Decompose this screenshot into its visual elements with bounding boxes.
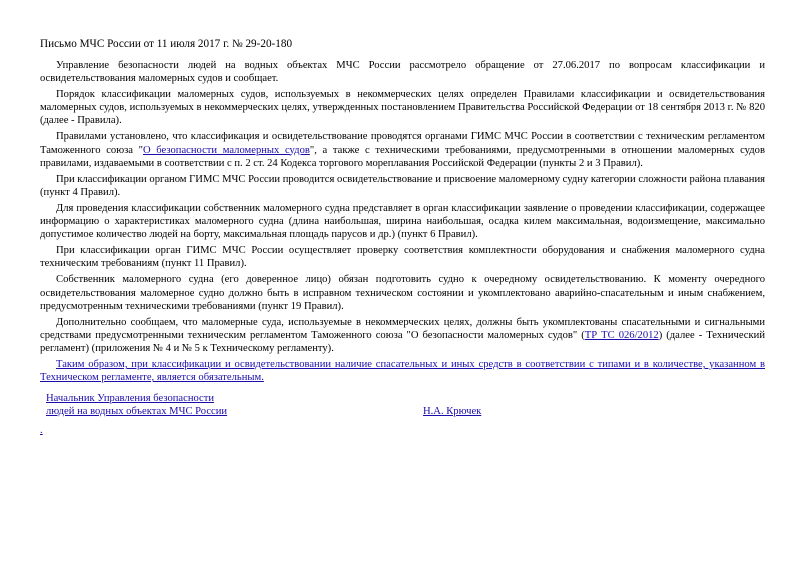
paragraph-3-before: Правилами установлено, что классификация и освидетельствование проводятся органами ГИМС МЧС России в соответствии с техническим регламентом Таможенного союза " xyxy=(40,131,765,156)
footer-mark[interactable]: . xyxy=(40,425,43,436)
paragraph-3 xyxy=(40,130,765,169)
signature-position-line1[interactable]: Начальник Управления безопасности xyxy=(46,393,215,404)
signature-position-line2[interactable]: людей на водных объектах МЧС России xyxy=(46,406,228,417)
document-title: Письмо МЧС России от 11 июля 2017 г. № 29-20-180 xyxy=(40,38,293,50)
paragraph-8-after: ) (далее - Технический регламент) (приложения № 4 и № 5 к Техническому регламенту). xyxy=(40,329,765,354)
paragraph-8-before: Дополнительно сообщаем, что маломерные суда, используемые в некоммерческих целях, должны быть укомплектованы спасательными и сигнальными средствами предусмотренными техническим регламентом Таможенного союза "О безопасности маломерных судов" ( xyxy=(40,316,765,341)
paragraph-2: Порядок классификации маломерных судов, используемых в некоммерческих целях определен Правилами классификации и освидетельствования маломерных судов, используемых в некоммерческих целях, утвержденных постановлением Правительства Российской Федерации от 18 сентября 2013 г. № 820 (далее - Правила). xyxy=(40,89,765,127)
signature-name[interactable]: Н.А. Крючек xyxy=(423,406,482,417)
paragraph-6: При классификации орган ГИМС МЧС России осуществляет проверку соответствия комплектности оборудования и снабжения маломерного судна техническим требованиям (пункт 11 Правил). xyxy=(40,245,765,270)
paragraph-8 xyxy=(40,316,765,355)
document-body xyxy=(40,59,765,387)
tr-ts-link[interactable]: ТР ТС 026/2012 xyxy=(584,329,659,341)
paragraph-4: При классификации органом ГИМС МЧС России проводится освидетельствование и присвоение маломерному судну категории сложности района плавания (пункт 4 Правил). xyxy=(40,173,765,198)
paragraph-1: Управление безопасности людей на водных объектах МЧС России рассмотрело обращение от 27.06.2017 по вопросам классификации и освидетельствования маломерных судов и сообщает. xyxy=(40,60,765,85)
signature-block xyxy=(46,392,506,418)
paragraph-3-after: ", а также с техническими требованиями, предусмотренными в отношении маломерных судов правилами, издаваемыми в соответствии с п. 2 ст. 24 Кодекса торгового мореплавания Российской Федерации (пункты 2 и 3 Правил). xyxy=(40,144,765,169)
paragraph-9-conclusion[interactable]: Таким образом, при классификации и освидетельствовании наличие спасательных и иных средств в соответствии с типами и в количестве, указанном в Техническом регламенте, является обязательным. xyxy=(40,358,765,384)
regulation-link[interactable]: О безопасности маломерных судов xyxy=(142,144,310,156)
paragraph-7: Собственник маломерного судна (его доверенное лицо) обязан подготовить судно к очередному освидетельствованию. К моменту очередного освидетельствования маломерное судно должно быть в исправном техническом состоянии и укомплектовано аварийно-спасательным и иным снабжением, предусмотренным техническими требованиями (пункт 19 Правил). xyxy=(40,274,765,312)
paragraph-5: Для проведения классификации собственник маломерного судна представляет в орган классификации заявление о проведении классификации, содержащее информацию о характеристиках маломерного судна (длина наибольшая, ширина наибольшая, осадка килем максимальная, водоизмещение, максимально допустимое количество людей на борту, максимальная площадь парусов и др.) (пункт 6 Правил). xyxy=(40,202,765,241)
